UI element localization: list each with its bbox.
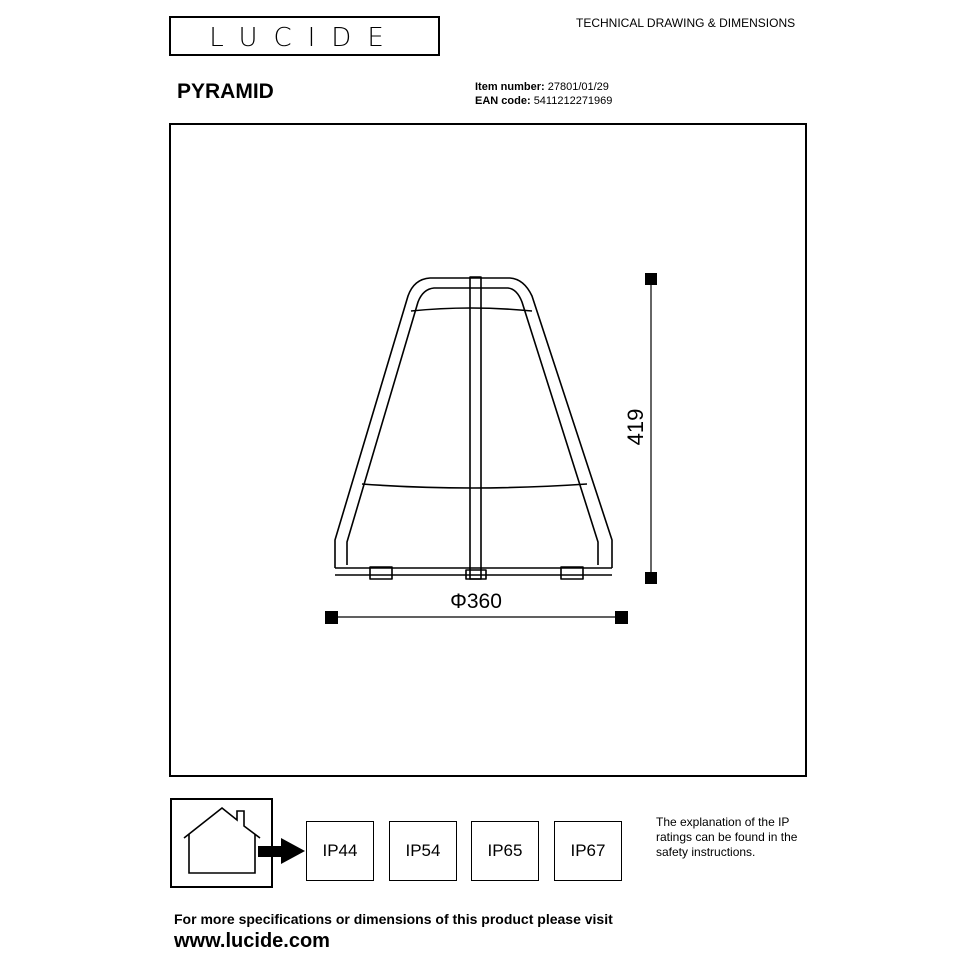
lamp-drawing bbox=[335, 277, 612, 579]
dimension-marker bbox=[645, 572, 657, 584]
ip-rating-box: IP67 bbox=[554, 821, 622, 881]
item-number-label: Item number: bbox=[475, 81, 545, 93]
diameter-dimension-label: Φ360 bbox=[450, 590, 502, 613]
product-name: PYRAMID bbox=[177, 80, 274, 103]
website-link[interactable]: www.lucide.com bbox=[174, 930, 330, 952]
item-number-value: 27801/01/29 bbox=[547, 81, 609, 93]
document-type: TECHNICAL DRAWING & DIMENSIONS bbox=[576, 16, 796, 30]
footer-text: For more specifications or dimensions of this product please visit bbox=[174, 911, 613, 927]
ip-rating-box: IP44 bbox=[306, 821, 374, 881]
dimension-marker bbox=[645, 273, 657, 285]
dimension-marker bbox=[615, 611, 628, 624]
ip-explanation-note: The explanation of the IP ratings can be found in the safety instructions. bbox=[656, 815, 798, 859]
brand-logo-text: LUCIDE bbox=[209, 23, 400, 53]
dimension-marker bbox=[325, 611, 338, 624]
height-dimension-label: 419 bbox=[623, 408, 648, 446]
indoor-icon-box bbox=[170, 798, 273, 888]
ip-rating-box: IP65 bbox=[471, 821, 539, 881]
ean-code-value: 5411212271969 bbox=[533, 95, 613, 107]
ean-code-label: EAN code: bbox=[475, 95, 531, 107]
ip-rating-box: IP54 bbox=[389, 821, 457, 881]
